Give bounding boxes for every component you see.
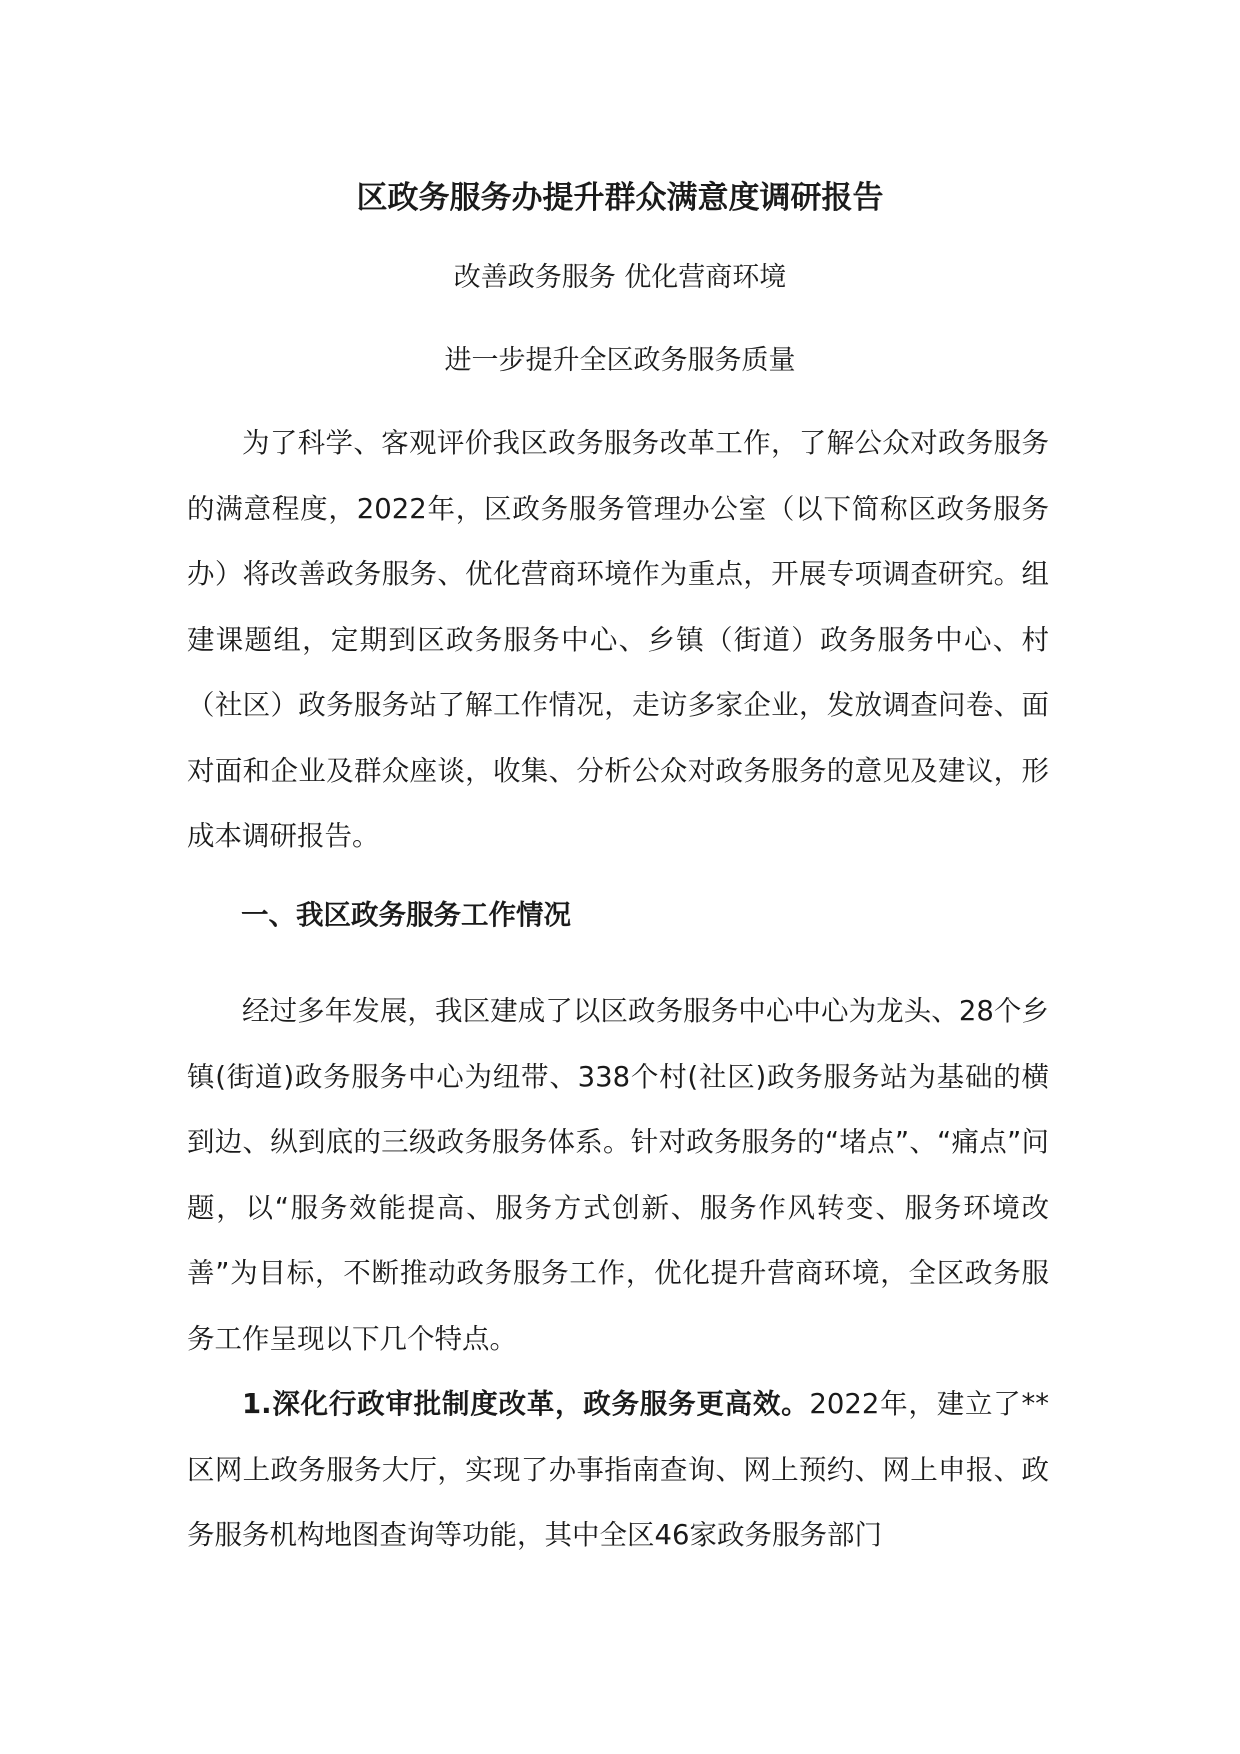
point-1-text: 2022年，建立了**区网上政务服务大厅，实现了办事指南查询、网上预约、网上申报、政务服务机构地图查询等功能，其中全区46家政务服务部门 bbox=[187, 1388, 1049, 1551]
document-subtitle-2: 进一步提升全区政务服务质量 bbox=[444, 345, 796, 376]
section-1-paragraph: 经过多年发展，我区建成了以区政务服务中心中心为龙头、28个乡镇(街道)政务服务中心为纽带、338个村(社区)政务服务站为基础的横到边、纵到底的三级政务服务体系。针对政务服务的“堵点”、“痛点”问题，以“服务效能提高、服务方式创新、服务作风转变、服务环境改善”为目标，不断推动政务服务工作，优化提升营商环境，全区政务服务工作呈现以下几个特点。 bbox=[187, 995, 1049, 1355]
section-1-heading: 一、我区政务服务工作情况 bbox=[241, 899, 571, 931]
document-title: 区政务服务办提升群众满意度调研报告 bbox=[356, 180, 884, 216]
point-1-lead: 1.深化行政审批制度改革，政务服务更高效。 bbox=[242, 1388, 810, 1420]
point-1-paragraph bbox=[187, 1372, 1049, 1569]
document-subtitle-1: 改善政务服务 优化营商环境 bbox=[453, 262, 787, 293]
intro-paragraph: 为了科学、客观评价我区政务服务改革工作，了解公众对政务服务的满意程度，2022年，区政务服务管理办公室（以下简称区政务服务办）将改善政务服务、优化营商环境作为重点，开展专项调查研究。组建课题组，定期到区政务服务中心、乡镇（街道）政务服务中心、村（社区）政务服务站了解工作情况，走访多家企业，发放调查问卷、面对面和企业及群众座谈，收集、分析公众对政务服务的意见及建议，形成本调研报告。 bbox=[187, 427, 1049, 852]
